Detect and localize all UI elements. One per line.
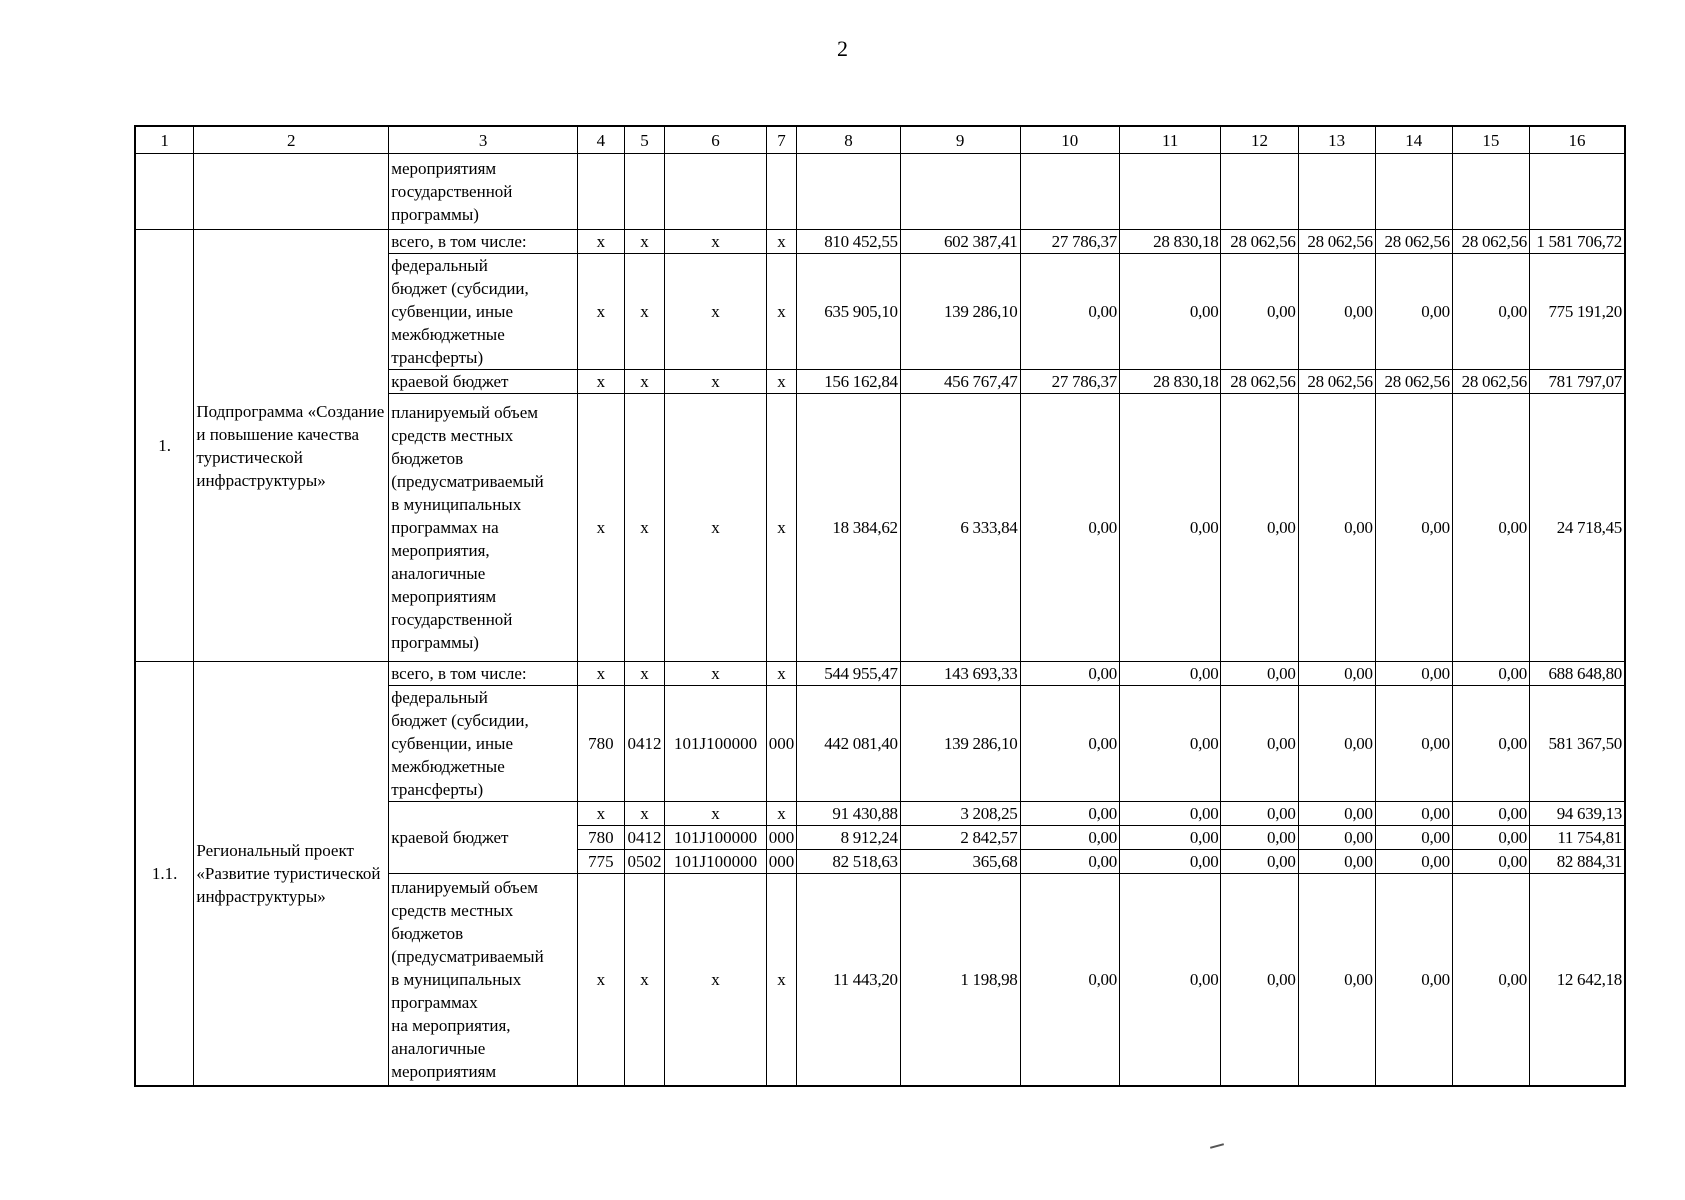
amount-cell: 0,00 bbox=[1298, 686, 1375, 802]
code-section: x bbox=[624, 662, 665, 686]
amount-cell: 0,00 bbox=[1119, 826, 1220, 850]
amount-cell: 0,00 bbox=[1020, 686, 1119, 802]
header-cell: 9 bbox=[900, 126, 1020, 154]
amount-cell: 0,00 bbox=[1020, 254, 1119, 370]
amount-cell: 24 718,45 bbox=[1529, 394, 1625, 662]
amount-cell: 11 443,20 bbox=[797, 874, 901, 1086]
amount-cell: 0,00 bbox=[1020, 394, 1119, 662]
amount-cell: 28 830,18 bbox=[1119, 370, 1220, 394]
amount-cell: 581 367,50 bbox=[1529, 686, 1625, 802]
row-label: всего, в том числе: bbox=[389, 230, 578, 254]
row-label: краевой бюджет bbox=[389, 802, 578, 874]
amount-cell: 810 452,55 bbox=[797, 230, 901, 254]
code-type: 000 bbox=[766, 686, 796, 802]
code-target: x bbox=[665, 370, 766, 394]
amount-cell: 0,00 bbox=[1298, 874, 1375, 1086]
amount-cell: 0,00 bbox=[1221, 662, 1298, 686]
header-cell: 10 bbox=[1020, 126, 1119, 154]
amount-cell: 0,00 bbox=[1298, 826, 1375, 850]
page-number: 2 bbox=[837, 36, 848, 61]
code-section: x bbox=[624, 874, 665, 1086]
amount-cell: 775 191,20 bbox=[1529, 254, 1625, 370]
row-label: федеральный бюджет (субсидии, субвенции, иные межбюджетные трансферты) bbox=[389, 254, 578, 370]
header-cell: 1 bbox=[135, 126, 194, 154]
header-cell: 7 bbox=[766, 126, 796, 154]
amount-cell: 28 062,56 bbox=[1298, 230, 1375, 254]
amount-cell: 143 693,33 bbox=[900, 662, 1020, 686]
row-label: федеральный бюджет (субсидии, субвенции, иные межбюджетные трансферты) bbox=[389, 686, 578, 802]
amount-cell: 0,00 bbox=[1452, 802, 1529, 826]
amount-cell: 0,00 bbox=[1452, 662, 1529, 686]
amount-cell: 0,00 bbox=[1119, 394, 1220, 662]
amount-cell: 0,00 bbox=[1119, 686, 1220, 802]
amount-cell: 456 767,47 bbox=[900, 370, 1020, 394]
amount-cell: 0,00 bbox=[1020, 662, 1119, 686]
amount-cell: 0,00 bbox=[1375, 874, 1452, 1086]
number-cell bbox=[135, 154, 194, 230]
code-section: 0412 bbox=[624, 826, 665, 850]
header-cell: 12 bbox=[1221, 126, 1298, 154]
amount-cell: 156 162,84 bbox=[797, 370, 901, 394]
amount-cell: 0,00 bbox=[1375, 850, 1452, 874]
code-target: x bbox=[665, 394, 766, 662]
code-section: x bbox=[624, 254, 665, 370]
code-type: 000 bbox=[766, 850, 796, 874]
code-type: x bbox=[766, 254, 796, 370]
amount-cell: 0,00 bbox=[1020, 802, 1119, 826]
project-name: Региональный проект «Развитие туристической инфраструктуры» bbox=[194, 662, 389, 1086]
amount-cell: 0,00 bbox=[1119, 662, 1220, 686]
row-label: краевой бюджет bbox=[389, 370, 578, 394]
header-cell: 6 bbox=[665, 126, 766, 154]
amount-cell: 0,00 bbox=[1020, 826, 1119, 850]
subprogram-name: Подпрограмма «Создание и повышение качества туристической инфраструктуры» bbox=[194, 230, 389, 662]
amount-cell: 1 198,98 bbox=[900, 874, 1020, 1086]
header-cell: 2 bbox=[194, 126, 389, 154]
amount-cell: 0,00 bbox=[1298, 394, 1375, 662]
amount-cell: 0,00 bbox=[1298, 850, 1375, 874]
amount-cell: 0,00 bbox=[1119, 802, 1220, 826]
row-label: всего, в том числе: bbox=[389, 662, 578, 686]
code-admin: 775 bbox=[578, 850, 625, 874]
amount-cell: 0,00 bbox=[1221, 826, 1298, 850]
amount-cell: 28 062,56 bbox=[1221, 230, 1298, 254]
amount-cell: 0,00 bbox=[1298, 254, 1375, 370]
amount-cell: 365,68 bbox=[900, 850, 1020, 874]
code-admin: x bbox=[578, 230, 625, 254]
amount-cell: 6 333,84 bbox=[900, 394, 1020, 662]
amount-cell: 82 518,63 bbox=[797, 850, 901, 874]
amount-cell: 544 955,47 bbox=[797, 662, 901, 686]
amount-cell: 635 905,10 bbox=[797, 254, 901, 370]
amount-cell: 3 208,25 bbox=[900, 802, 1020, 826]
code-target: x bbox=[665, 662, 766, 686]
amount-cell: 0,00 bbox=[1221, 254, 1298, 370]
amount-cell: 28 062,56 bbox=[1375, 230, 1452, 254]
code-type: x bbox=[766, 662, 796, 686]
subprogram-number: 1. bbox=[135, 230, 194, 662]
amount-cell: 0,00 bbox=[1375, 802, 1452, 826]
code-admin: x bbox=[578, 254, 625, 370]
code-target: 101J100000 bbox=[665, 686, 766, 802]
amount-cell: 0,00 bbox=[1452, 394, 1529, 662]
amount-cell: 28 062,56 bbox=[1452, 230, 1529, 254]
amount-cell: 0,00 bbox=[1452, 254, 1529, 370]
code-type: x bbox=[766, 874, 796, 1086]
amount-cell: 11 754,81 bbox=[1529, 826, 1625, 850]
amount-cell: 0,00 bbox=[1119, 254, 1220, 370]
pen-mark bbox=[1210, 1143, 1224, 1149]
amount-cell: 8 912,24 bbox=[797, 826, 901, 850]
amount-cell: 2 842,57 bbox=[900, 826, 1020, 850]
amount-cell: 0,00 bbox=[1119, 874, 1220, 1086]
header-row bbox=[135, 126, 1625, 154]
code-type: x bbox=[766, 802, 796, 826]
header-cell: 16 bbox=[1529, 126, 1625, 154]
budget-table bbox=[134, 125, 1626, 1087]
code-target: x bbox=[665, 230, 766, 254]
budget-table-body bbox=[135, 126, 1625, 1086]
amount-cell: 12 642,18 bbox=[1529, 874, 1625, 1086]
project-number: 1.1. bbox=[135, 662, 194, 1086]
amount-cell: 94 639,13 bbox=[1529, 802, 1625, 826]
amount-cell: 139 286,10 bbox=[900, 254, 1020, 370]
amount-cell: 0,00 bbox=[1221, 394, 1298, 662]
code-admin: x bbox=[578, 662, 625, 686]
amount-cell: 18 384,62 bbox=[797, 394, 901, 662]
row-label: планируемый объем средств местных бюджетов (предусматриваемый в муниципальных программах на мероприятия, аналогичные мероприятиям государственной программы) bbox=[389, 394, 578, 662]
code-section: x bbox=[624, 394, 665, 662]
table-row bbox=[135, 230, 1625, 254]
table-row bbox=[135, 662, 1625, 686]
row-label: планируемый объем средств местных бюджетов (предусматриваемый в муниципальных программах на мероприятия, аналогичные мероприятиям bbox=[389, 874, 578, 1086]
amount-cell: 0,00 bbox=[1375, 254, 1452, 370]
amount-cell: 0,00 bbox=[1020, 850, 1119, 874]
name-cell bbox=[194, 154, 389, 230]
amount-cell: 442 081,40 bbox=[797, 686, 901, 802]
code-section: 0412 bbox=[624, 686, 665, 802]
amount-cell: 27 786,37 bbox=[1020, 230, 1119, 254]
code-type: x bbox=[766, 394, 796, 662]
amount-cell: 0,00 bbox=[1020, 874, 1119, 1086]
code-target: 101J100000 bbox=[665, 826, 766, 850]
amount-cell: 139 286,10 bbox=[900, 686, 1020, 802]
header-cell: 3 bbox=[389, 126, 578, 154]
amount-cell: 0,00 bbox=[1375, 394, 1452, 662]
continuation-row bbox=[135, 154, 1625, 230]
code-section: x bbox=[624, 802, 665, 826]
code-target: 101J100000 bbox=[665, 850, 766, 874]
amount-cell: 781 797,07 bbox=[1529, 370, 1625, 394]
code-section: x bbox=[624, 230, 665, 254]
amount-cell: 28 062,56 bbox=[1221, 370, 1298, 394]
code-section: 0502 bbox=[624, 850, 665, 874]
amount-cell: 0,00 bbox=[1221, 850, 1298, 874]
amount-cell: 0,00 bbox=[1298, 662, 1375, 686]
header-cell: 4 bbox=[578, 126, 625, 154]
header-cell: 5 bbox=[624, 126, 665, 154]
amount-cell: 28 062,56 bbox=[1375, 370, 1452, 394]
amount-cell: 0,00 bbox=[1221, 686, 1298, 802]
header-cell: 11 bbox=[1119, 126, 1220, 154]
amount-cell: 0,00 bbox=[1221, 874, 1298, 1086]
code-admin: x bbox=[578, 370, 625, 394]
code-target: x bbox=[665, 802, 766, 826]
amount-cell: 0,00 bbox=[1298, 802, 1375, 826]
amount-cell: 28 830,18 bbox=[1119, 230, 1220, 254]
code-type: 000 bbox=[766, 826, 796, 850]
amount-cell: 0,00 bbox=[1375, 662, 1452, 686]
amount-cell: 82 884,31 bbox=[1529, 850, 1625, 874]
code-admin: x bbox=[578, 394, 625, 662]
amount-cell: 0,00 bbox=[1452, 850, 1529, 874]
code-admin: x bbox=[578, 802, 625, 826]
amount-cell: 0,00 bbox=[1221, 802, 1298, 826]
amount-cell: 28 062,56 bbox=[1452, 370, 1529, 394]
code-section: x bbox=[624, 370, 665, 394]
code-admin: x bbox=[578, 874, 625, 1086]
amount-cell: 688 648,80 bbox=[1529, 662, 1625, 686]
amount-cell: 28 062,56 bbox=[1298, 370, 1375, 394]
amount-cell: 0,00 bbox=[1375, 686, 1452, 802]
header-cell: 8 bbox=[797, 126, 901, 154]
code-target: x bbox=[665, 254, 766, 370]
header-cell: 15 bbox=[1452, 126, 1529, 154]
amount-cell: 0,00 bbox=[1452, 826, 1529, 850]
amount-cell: 0,00 bbox=[1452, 686, 1529, 802]
header-cell: 13 bbox=[1298, 126, 1375, 154]
row-label: мероприятиям государственной программы) bbox=[389, 154, 578, 230]
amount-cell: 27 786,37 bbox=[1020, 370, 1119, 394]
amount-cell: 602 387,41 bbox=[900, 230, 1020, 254]
code-type: x bbox=[766, 370, 796, 394]
code-type: x bbox=[766, 230, 796, 254]
amount-cell: 1 581 706,72 bbox=[1529, 230, 1625, 254]
code-admin: 780 bbox=[578, 686, 625, 802]
code-admin: 780 bbox=[578, 826, 625, 850]
code-target: x bbox=[665, 874, 766, 1086]
amount-cell: 0,00 bbox=[1452, 874, 1529, 1086]
amount-cell: 0,00 bbox=[1119, 850, 1220, 874]
amount-cell: 91 430,88 bbox=[797, 802, 901, 826]
amount-cell: 0,00 bbox=[1375, 826, 1452, 850]
header-cell: 14 bbox=[1375, 126, 1452, 154]
